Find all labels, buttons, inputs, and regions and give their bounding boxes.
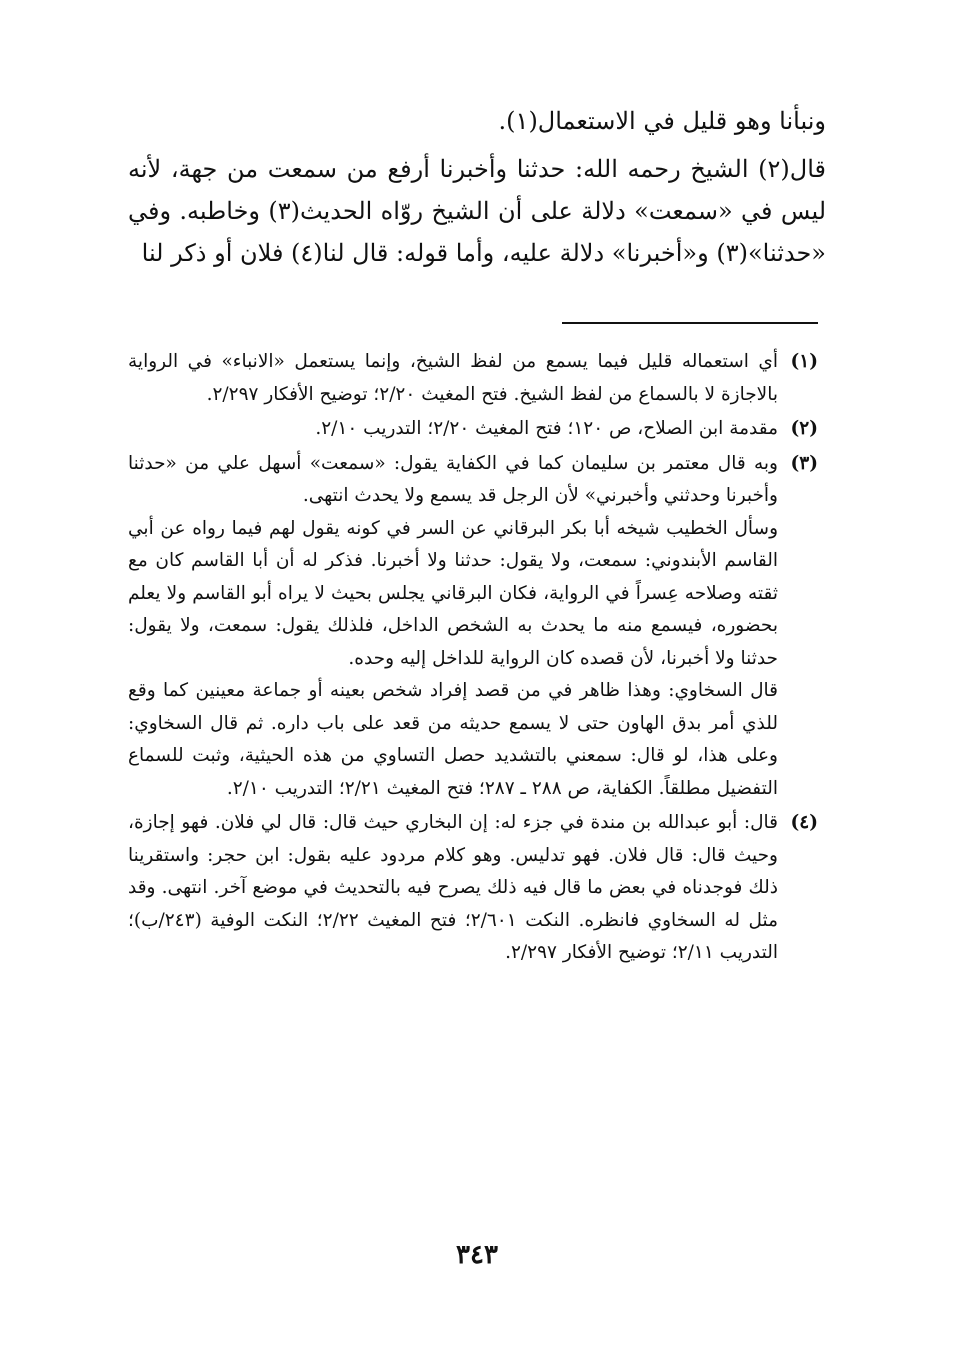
page-number: ٣٤٣ <box>456 1240 498 1270</box>
footnote-body <box>128 807 778 970</box>
footnote-paragraph: أي استعماله قليل فيما يسمع من لفظ الشيخ، وإنما يستعمل «الانباء» في الرواية بالاجازة لا بالسماع من لفظ الشيخ. فتح المغيث ٢/٢٠؛ توضيح الأفكار ٢/٢٩٧. <box>128 351 778 405</box>
footnotes <box>128 346 818 972</box>
footnote-number: (٤) <box>790 812 818 833</box>
footnote-number: (٣) <box>790 452 818 474</box>
footnote-paragraph: وسأل الخطيب شيخه أبا بكر البرقاني عن السر في كونه يقول لهم فيما رواه عن أبي القاسم الأبندوني: سمعت، ولا يقول: حدثنا ولا أخبرنا. فذكر له أن أبا القاسم كان مع ثقته وصلاحه عِسراً في الرواية، فكان البرقاني يجلس بحيث لا يراه أبو القاسم ولا يعلم بحضوره، فيسمع منه ما يحدث به الشخص الداخل، فلذلك يقول: سمعت، ولا يقول: حدثنا ولا أخبرنا، لأن قصده كان الرواية للداخل إليه وحده. <box>128 517 778 669</box>
footnote-2 <box>128 413 818 446</box>
footnote-separator <box>562 322 818 324</box>
footnote-1 <box>128 346 818 411</box>
footnote-paragraph: قال السخاوي: وهذا ظاهر في من قصد إفراد شخص بعينه أو جماعة معينين كما وقع للذي أمر بدق الهاون حتى لا يسمع حديثه من قعد على باب داره. ثم قال السخاوي: وعلى هذا، لو قال: سمعني بالتشديد حصل التساوي من هذه الحيثية، وثبت للسماع التفضيل مطلقاً. الكفاية، ص ٢٨٨ ـ ٢٨٧؛ فتح المغيث ٢/٢١؛ التدريب ٢/١٠. <box>128 680 778 799</box>
footnote-number: (٢) <box>790 418 818 439</box>
footnote-body <box>128 346 778 411</box>
footnote-number: (١) <box>790 351 818 372</box>
main-paragraph: ونبأنا وهو قليل في الاستعمال(١). <box>498 107 826 135</box>
footnote-body <box>128 413 778 446</box>
main-text <box>128 100 826 280</box>
main-paragraph: قال(٢) الشيخ رحمه الله: حدثنا وأخبرنا أرفع من سمعت من جهة، لأنه ليس في «سمعت» دلالة على أن الشيخ روّاه الحديث(٣) وخاطبه. وفي «حدثنا»(٣) و«أخبرنا» دلالة عليه، وأما قوله: قال لنا(٤) فلان أو ذكر لنا <box>128 155 826 267</box>
footnote-body <box>128 448 778 806</box>
footnote-paragraph: مقدمة ابن الصلاح، ص ١٢٠؛ فتح المغيث ٢/٢٠؛ التدريب ٢/١٠. <box>315 418 778 439</box>
footnote-4 <box>128 807 818 970</box>
footnote-paragraph: وبه قال معتمر بن سليمان كما في الكفاية يقول: «سمعت» أسهل علي من «حدثنا وأخبرنا وحدثني وأخبرني» لأن الرجل قد يسمع ولا يحدث انتهى. <box>128 452 778 506</box>
footnote-3 <box>128 448 818 806</box>
footnote-paragraph: قال: أبو عبدالله بن مندة في جزء له: إن البخاري حيث قال: قال لي فلان. فهو إجازة، وحيث قال: قال فلان. فهو تدليس. وهو كلام مردود عليه بقول: ابن حجر: واستقرينا ذلك فوجدناه في بعض ما قال فيه ذلك يصرح فيه بالتحديث في موضع آخر. انتهى. وقد مثل له السخاوي فانظره. النكت ٢/٦٠١؛ فتح المغيث ٢/٢٢؛ النكت الوفية (٢٤٣/ب)؛ التدريب ٢/١١؛ توضيح الأفكار ٢/٢٩٧. <box>128 812 778 963</box>
